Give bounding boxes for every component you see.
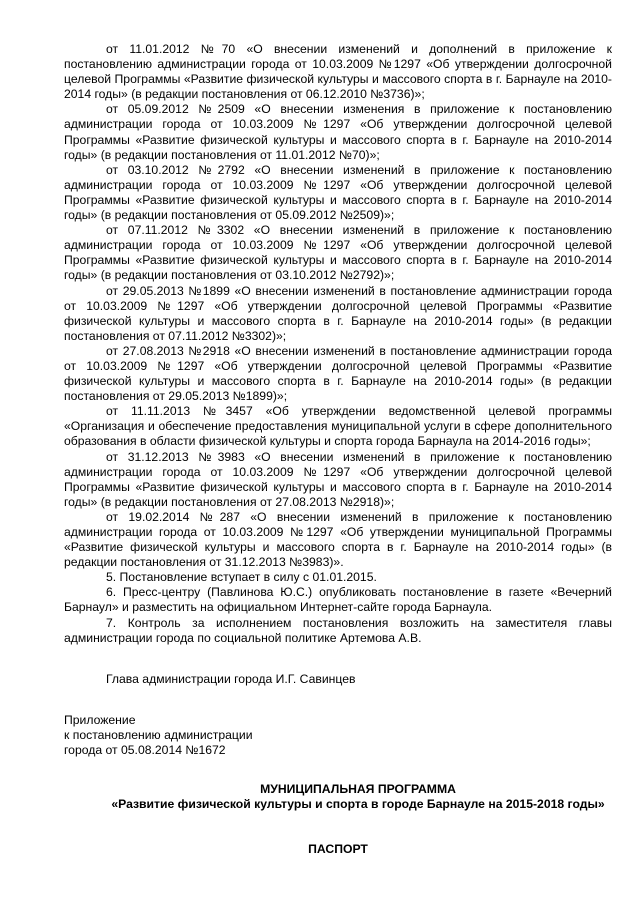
paragraph-control: 7. Контроль за исполнением постановления возложить на заместителя главы администрации города по социальной политике Артемова А.В. bbox=[64, 615, 612, 645]
paragraph-amendment-2918: от 27.08.2013 №2918 «О внесении изменений в постановление администрации города от 10.03.2009 №1297 «Об утверждении долгосрочной целевой Программы «Развитие физической культуры и массового спорта в г. Барнауле на 2010-2014 годы» (в редакции постановления от 29.05.2013 №1899)»; bbox=[64, 343, 612, 404]
appendix-line-3: города от 05.08.2014 №1672 bbox=[64, 743, 226, 758]
program-title-block bbox=[64, 782, 612, 812]
paragraph-amendment-287: от 19.02.2014 №287 «О внесении изменений в приложение к постановлению администрации города от 10.03.2009 №1297 «Об утверждении муниципальной Программы «Развитие физической культуры и массового спорта в г. Барнауле на 2010-2014 годы» (в редакции постановления от 31.12.2013 №3983)». bbox=[64, 509, 612, 570]
paragraph-publication: 6. Пресс-центру (Павлинова Ю.С.) опубликовать постановление в газете «Вечерний Барнаул» и разместить на официальном Интернет-сайте города Барнаула. bbox=[64, 585, 612, 615]
passport-heading: ПАСПОРТ bbox=[308, 842, 368, 857]
signature-line: Глава администрации города И.Г. Савинцев bbox=[106, 671, 356, 686]
appendix-block bbox=[64, 713, 612, 758]
paragraph-effective-date: 5. Постановление вступает в силу с 01.01.2015. bbox=[106, 570, 377, 585]
paragraph-amendment-2792: от 03.10.2012 №2792 «О внесении изменений в приложение к постановлению администрации города от 10.03.2009 №1297 «Об утверждении долгосрочной целевой Программы «Развитие физической культуры и массового спорта в г. Барнауле на 2010-2014 годы» (в редакции постановления от 05.09.2012 №2509)»; bbox=[64, 162, 612, 223]
paragraph-amendment-3983: от 31.12.2013 №3983 «О внесении изменений в приложение к постановлению администрации города от 10.03.2009 №1297 «Об утверждении долгосрочной целевой Программы «Развитие физической культуры и массового спорта в г. Барнауле на 2010-2014 годы» (в редакции постановления от 27.08.2013 №2918)»; bbox=[64, 449, 612, 509]
appendix-line-1: Приложение bbox=[64, 712, 136, 727]
paragraph-amendment-3457: от 11.11.2013 №3457 «Об утверждении ведомственной целевой программы «Организация и обеспечение предоставления муниципальной услуги в сфере дополнительного образования в области физической культуры и спорта города Барнаула на 2014-2016 годы»; bbox=[64, 404, 612, 449]
paragraph-amendment-3302: от 07.11.2012 №3302 «О внесении изменений в приложение к постановлению администрации города от 10.03.2009 №1297 «Об утверждении долгосрочной целевой Программы «Развитие физической культуры и массового спорта в г. Барнауле на 2010-2014 годы» (в редакции постановления от 03.10.2012 №2792)»; bbox=[64, 223, 612, 283]
paragraph-amendment-2509: от 05.09.2012 №2509 «О внесении изменения в приложение к постановлению администрации города от 10.03.2009 №1297 «Об утверждении долгосрочной целевой Программы «Развитие физической культуры и массового спорта в г. Барнауле на 2010-2014 годы» (в редакции постановления от 11.01.2012 №70)»; bbox=[64, 102, 612, 162]
program-heading: МУНИЦИПАЛЬНАЯ ПРОГРАММА bbox=[260, 782, 456, 797]
program-title: «Развитие физической культуры и спорта в городе Барнауле на 2015-2018 годы» bbox=[111, 797, 605, 812]
document-body bbox=[64, 42, 612, 857]
paragraph-amendment-70: от 11.01.2012 №70 «О внесении изменений и дополнений в приложение к постановлению администрации города от 10.03.2009 №1297 «Об утверждении долгосрочной целевой Программы «Развитие физической культуры и массового спорта в г. Барнауле на 2010-2014 годы» (в редакции постановления от 06.12.2010 №3736)»; bbox=[64, 42, 612, 102]
paragraph-amendment-1899: от 29.05.2013 №1899 «О внесении изменений в постановление администрации города от 10.03.2009 №1297 «Об утверждении долгосрочной целевой Программы «Развитие физической культуры и массового спорта в г. Барнауле на 2010-2014 годы» (в редакции постановления от 07.11.2012 №3302)»; bbox=[64, 283, 612, 343]
appendix-line-2: к постановлению администрации bbox=[64, 727, 253, 742]
